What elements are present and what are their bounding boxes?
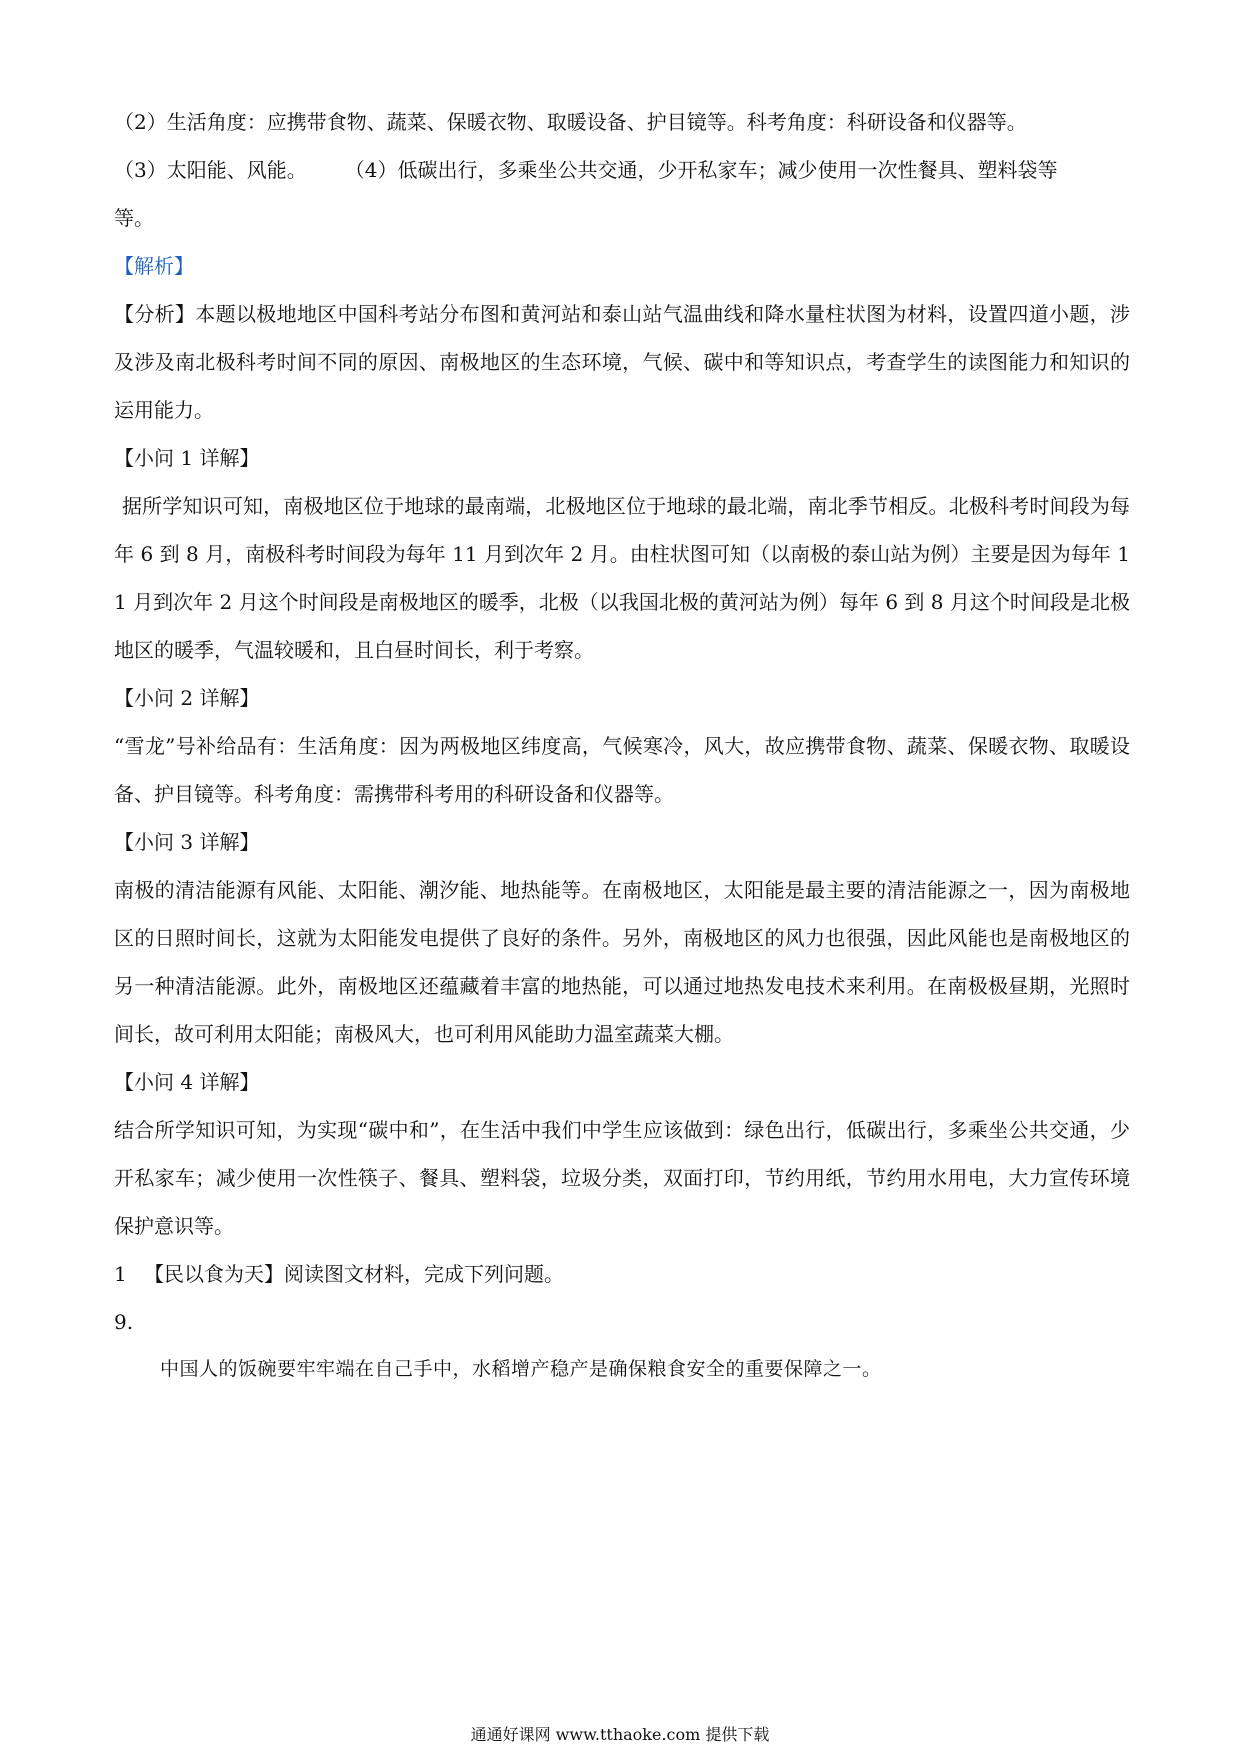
subquestion-2-heading: 【小问 2 详解】 [114,686,260,710]
subquestion-1-body: 据所学知识可知，南极地区位于地球的最南端，北极地区位于地球的最北端，南北季节相反。北极科考时间段为每年 6 到 8 月，南极科考时间段为每年 11 月到次年 2 月。由柱状图可知（以南极的泰山站为例）主要是因为每年 11 月到次年 2 月这个时间段是南极地区的暖季，北极（以我国北极的黄河站为例）每年 6 到 8 月这个时间段是北极地区的暖季，气温较暖和，且白昼时间长，利于考察。 [114,494,1130,662]
subquestion-1-heading: 【小问 1 详解】 [114,446,260,470]
question-19-number: 19. [114,1262,134,1334]
subquestion-3-body: 南极的清洁能源有风能、太阳能、潮汐能、地热能等。在南极地区，太阳能是最主要的清洁能源之一，因为南极地区的日照时间长，这就为太阳能发电提供了良好的条件。另外，南极地区的风力也很强，因此风能也是南极地区的另一种清洁能源。此外，南极地区还蕴藏着丰富的地热能，可以通过地热发电技术来利用。在南极极昼期，光照时间长，故可利用太阳能；南极风大，也可利用风能助力温室蔬菜大棚。 [114,878,1130,1046]
subquestion-4-body: 结合所学知识可知，为实现“碳中和”，在生活中我们中学生应该做到：绿色出行，低碳出行，多乘坐公共交通，少开私家车；减少使用一次性筷子、餐具、塑料袋，垃圾分类，双面打印，节约用纸，节约用水用电，大力宣传环境保护意识等。 [114,1118,1130,1238]
question-19-material: 中国人的饭碗要牢牢端在自己手中，水稻增产稳产是确保粮食安全的重要保障之一。 [160,1358,882,1380]
answer-3-4-row [114,146,1130,194]
page-footer: 通通好课网 www.tthaoke.com 提供下载 [470,1725,770,1744]
question-19 [114,1250,1130,1346]
answer-2: （2）生活角度：应携带食物、蔬菜、保暖衣物、取暖设备、护目镜等。科考角度：科研设备和仪器等。 [114,110,1027,134]
subquestion-4-heading: 【小问 4 详解】 [114,1070,260,1094]
answer-3: （3）太阳能、风能。 [114,158,307,182]
question-19-prompt: 【民以食为天】阅读图文材料，完成下列问题。 [144,1262,564,1286]
answer-4-continuation: 等。 [114,206,154,230]
analysis-heading: 【解析】 [114,254,194,278]
document-content [114,98,1130,1392]
analysis-overview: 【分析】本题以极地地区中国科考站分布图和黄河站和泰山站气温曲线和降水量柱状图为材料，设置四道小题，涉及涉及南北极科考时间不同的原因、南极地区的生态环境，气候、碳中和等知识点，考查学生的读图能力和知识的运用能力。 [114,302,1130,422]
subquestion-3-heading: 【小问 3 详解】 [114,830,260,854]
subquestion-2-body: “雪龙”号补给品有：生活角度：因为两极地区纬度高，气候寒冷，风大，故应携带食物、蔬菜、保暖衣物、取暖设备、护目镜等。科考角度：需携带科考用的科研设备和仪器等。 [114,734,1130,806]
answer-4: （4）低碳出行，多乘坐公共交通，少开私家车；减少使用一次性餐具、塑料袋等 [344,158,1058,182]
